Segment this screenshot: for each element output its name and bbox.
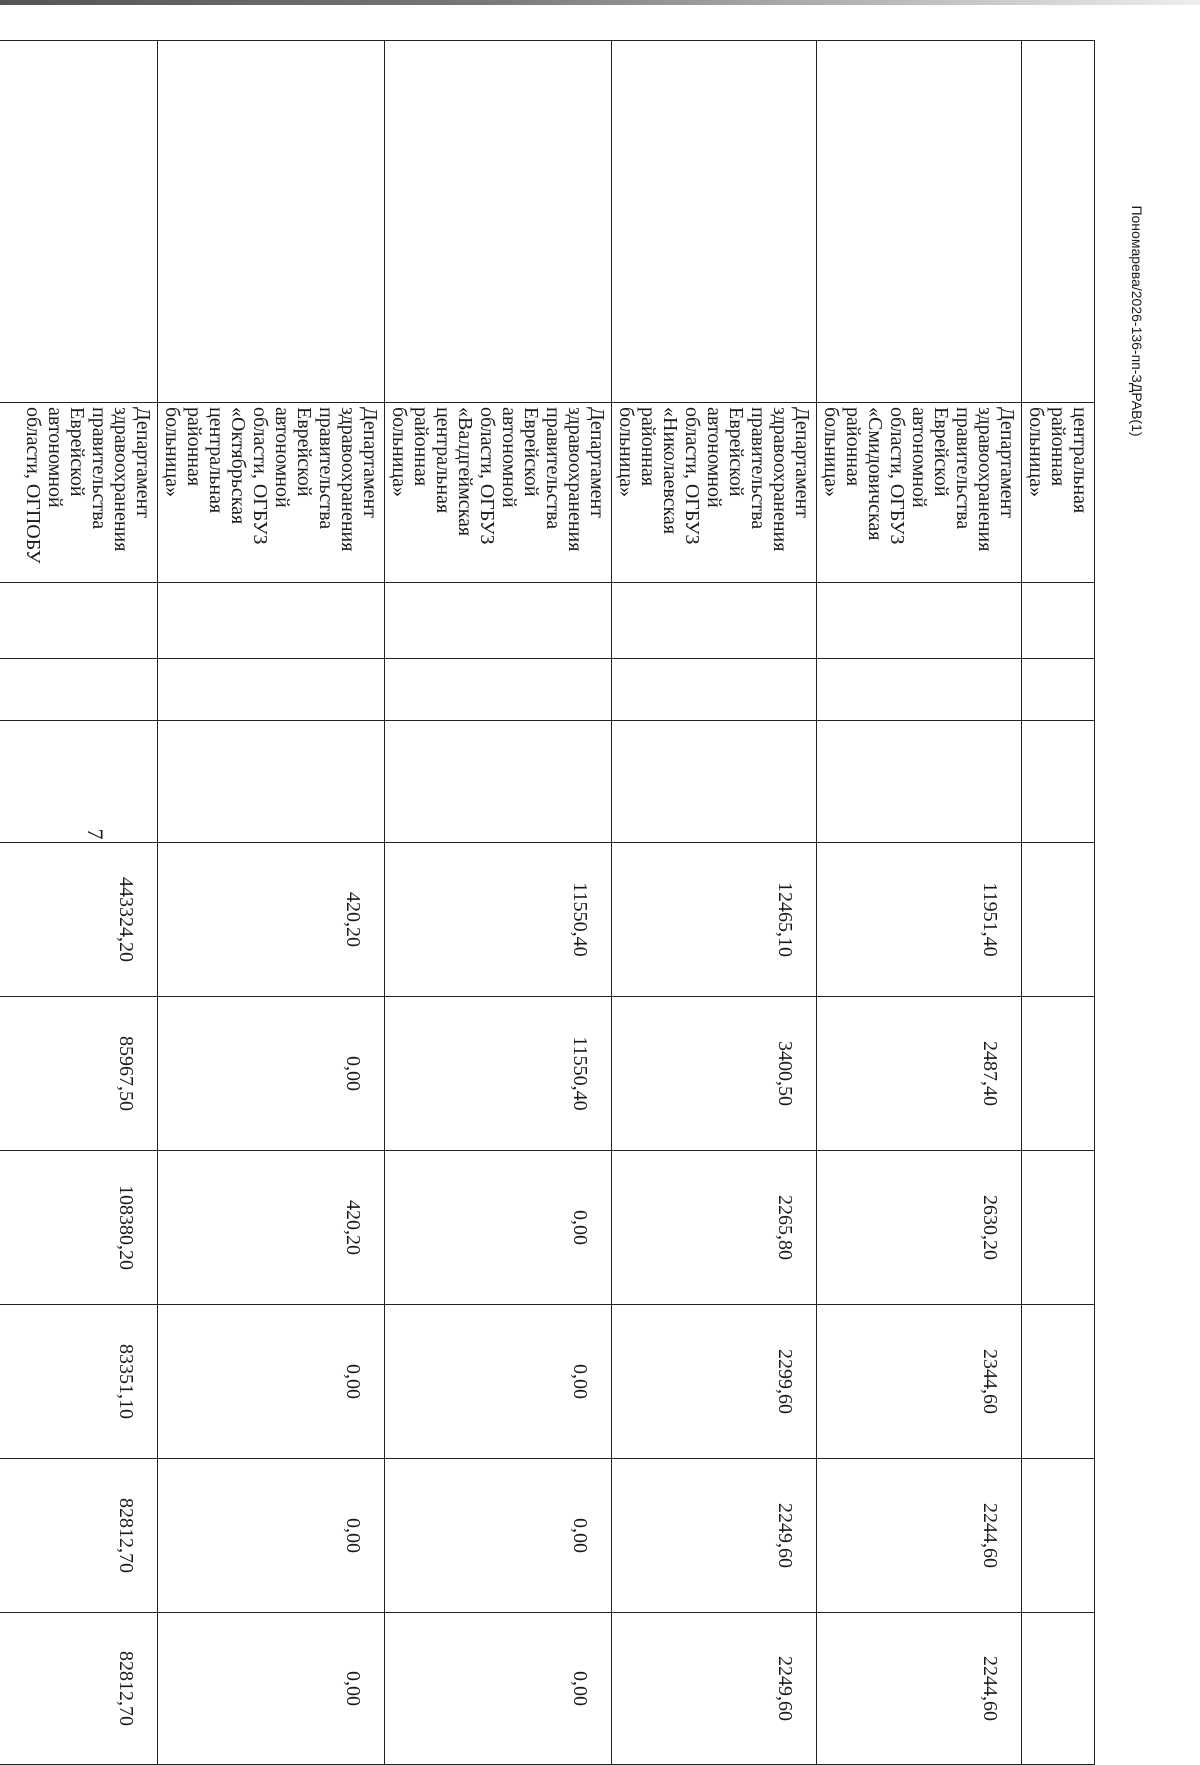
value-cell — [817, 721, 1022, 843]
value-cell — [612, 659, 817, 721]
empty-cell — [0, 41, 158, 403]
value-cell: 2249,60 — [612, 1613, 817, 1765]
value-cell — [385, 721, 612, 843]
table-row — [158, 41, 385, 1765]
document-code-text: Пономарева/2026-136-пп-ЗДРАВ(1) — [1129, 205, 1145, 437]
value-cell — [1022, 843, 1095, 997]
value-cell — [1022, 1151, 1095, 1305]
table-row — [612, 41, 817, 1765]
value-cell: 443324,20 — [0, 843, 158, 997]
value-cell: 0,00 — [385, 1151, 612, 1305]
value-cell: 2487,40 — [817, 997, 1022, 1151]
value-cell: 11951,40 — [817, 843, 1022, 997]
budget-table — [0, 40, 1095, 1765]
value-cell: 0,00 — [158, 997, 385, 1151]
empty-cell — [612, 41, 817, 403]
value-cell — [1022, 721, 1095, 843]
empty-cell — [158, 41, 385, 403]
table-row — [817, 41, 1022, 1765]
value-cell: 11550,40 — [385, 843, 612, 997]
value-cell: 108380,20 — [0, 1151, 158, 1305]
value-cell — [1022, 997, 1095, 1151]
value-cell — [1022, 583, 1095, 659]
table-row — [385, 41, 612, 1765]
value-cell — [158, 659, 385, 721]
value-cell: 12465,10 — [612, 843, 817, 997]
value-cell: 420,20 — [158, 843, 385, 997]
row-name-cell: Департамент здравоохранения правительства Еврейской автономной области, ОГБУЗ «Октябрьская центральная районная больница» — [158, 403, 385, 583]
row-name-cell: центральная районная больница» — [1022, 403, 1095, 583]
value-cell: 0,00 — [158, 1613, 385, 1765]
empty-cell — [385, 41, 612, 403]
value-cell: 0,00 — [385, 1459, 612, 1613]
row-name-cell: Департамент здравоохранения правительства Еврейской автономной области, ОГБУЗ «Смидовичская районная больница» — [817, 403, 1022, 583]
value-cell: 2344,60 — [817, 1305, 1022, 1459]
value-cell: 420,20 — [158, 1151, 385, 1305]
row-name-cell: Департамент здравоохранения правительства Еврейской автономной области, ОГПОБУ — [0, 403, 158, 583]
value-cell — [0, 659, 158, 721]
value-cell — [158, 721, 385, 843]
document-code — [1126, 205, 1148, 437]
value-cell: 85967,50 — [0, 997, 158, 1151]
value-cell — [158, 583, 385, 659]
value-cell: 2630,20 — [817, 1151, 1022, 1305]
value-cell: 0,00 — [385, 1305, 612, 1459]
value-cell — [1022, 1305, 1095, 1459]
value-cell: 2244,60 — [817, 1459, 1022, 1613]
value-cell — [385, 583, 612, 659]
table-row — [0, 41, 158, 1765]
value-cell: 2244,60 — [817, 1613, 1022, 1765]
value-cell: 82812,70 — [0, 1459, 158, 1613]
row-name-cell: Департамент здравоохранения правительства Еврейской автономной области, ОГБУЗ «Николаевская районная больница» — [612, 403, 817, 583]
value-cell: 83351,10 — [0, 1305, 158, 1459]
value-cell: 0,00 — [158, 1459, 385, 1613]
value-cell — [1022, 1613, 1095, 1765]
row-name-cell: Департамент здравоохранения правительства Еврейской автономной области, ОГБУЗ «Валдгеймская центральная районная больница» — [385, 403, 612, 583]
value-cell — [0, 721, 158, 843]
value-cell — [612, 721, 817, 843]
value-cell: 2249,60 — [612, 1459, 817, 1613]
value-cell: 82812,70 — [0, 1613, 158, 1765]
table-row — [1022, 41, 1095, 1765]
value-cell: 11550,40 — [385, 997, 612, 1151]
value-cell: 2265,80 — [612, 1151, 817, 1305]
value-cell — [0, 583, 158, 659]
value-cell: 3400,50 — [612, 997, 817, 1151]
value-cell: 2299,60 — [612, 1305, 817, 1459]
value-cell — [817, 583, 1022, 659]
value-cell: 0,00 — [158, 1305, 385, 1459]
page-number: 7 — [83, 828, 108, 840]
value-cell — [1022, 1459, 1095, 1613]
empty-cell — [1022, 41, 1095, 403]
value-cell — [612, 583, 817, 659]
value-cell — [817, 659, 1022, 721]
value-cell — [1022, 659, 1095, 721]
value-cell: 0,00 — [385, 1613, 612, 1765]
value-cell — [385, 659, 612, 721]
scan-top-edge — [0, 0, 1200, 5]
table-wrapper — [22, 40, 1095, 1726]
empty-cell — [817, 41, 1022, 403]
